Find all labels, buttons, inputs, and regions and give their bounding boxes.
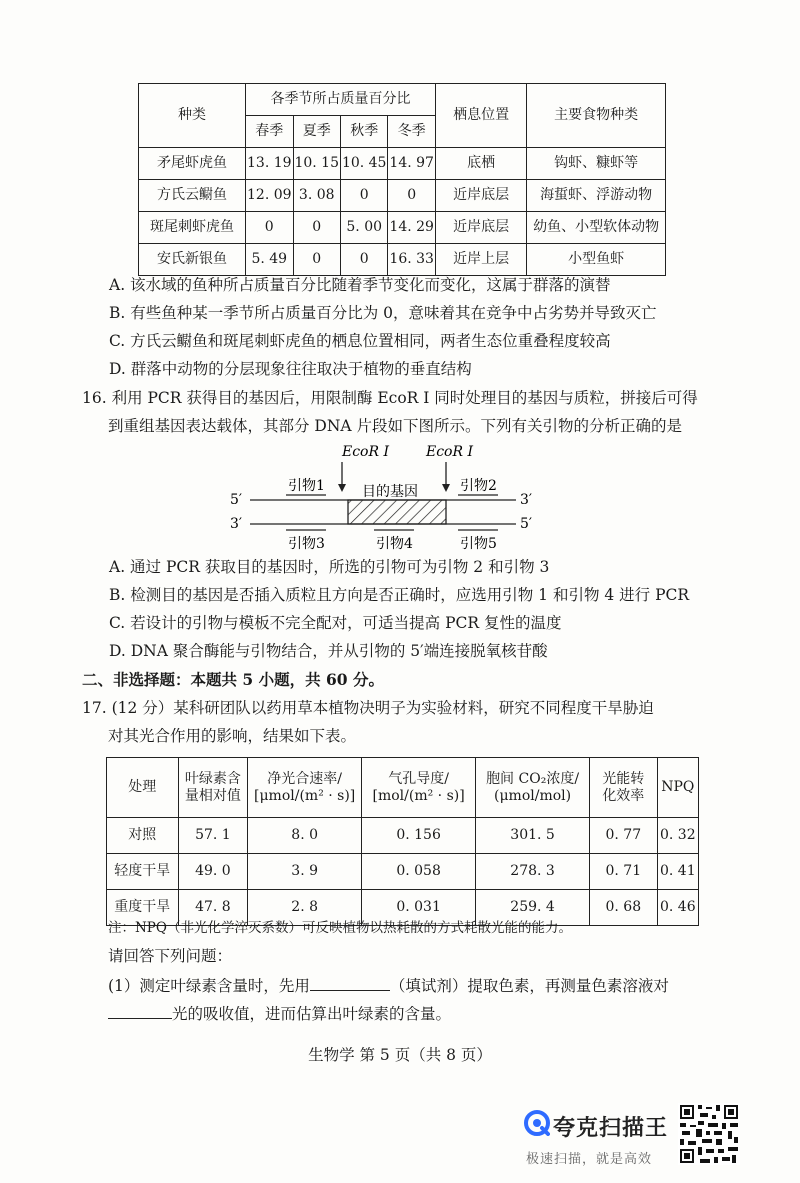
q15-option-a: A. 该水域的鱼种所占质量百分比随着季节变化而变化，这属于群落的演替 [109,276,611,294]
table-cell: 57. 1 [178,818,248,854]
q16-option-a: A. 通过 PCR 获取目的基因时，所选的引物可为引物 2 和引物 3 [109,558,550,576]
strand-bottom-5prime: 5′ [520,516,533,532]
q17-stem-line1: 17. (12 分）某科研团队以药用草本植物决明子为实验材料，研究不同程度干旱胁迫 [82,699,654,717]
table-cell: 278. 3 [476,854,590,890]
q17-sub1-line2: 光的吸收值，进而估算出叶绿素的含量。 [108,1002,451,1024]
value-cell: 3. 08 [293,180,340,212]
season-header: 春季 [246,116,293,148]
header-season-group: 各季节所占质量百分比 [246,84,436,116]
food-cell: 海蜇虾、浮游动物 [527,180,666,212]
primer1-label: 引物1 [288,478,325,494]
dna-primer-diagram [230,440,550,555]
value-cell: 5. 49 [246,244,293,276]
q17-stem-line2: 对其光合作用的影响，结果如下表。 [108,727,357,745]
species-cell: 安氏新银鱼 [139,244,246,276]
value-cell: 12. 09 [246,180,293,212]
q16-option-d: D. DNA 聚合酶能与引物结合，并从引物的 5′端连接脱氧核苷酸 [109,642,548,660]
header-net-photosynthesis: 净光合速率/ [μmol/(m² · s)] [248,758,362,818]
table-cell: 轻度干旱 [107,854,179,890]
food-cell: 小型鱼虾 [527,244,666,276]
value-cell: 0 [246,212,293,244]
season-header: 冬季 [388,116,435,148]
strand-bottom-3prime: 3′ [230,516,243,532]
food-cell: 幼鱼、小型软体动物 [527,212,666,244]
header-chlorophyll: 叶绿素含 量相对值 [178,758,248,818]
value-cell: 13. 19 [246,148,293,180]
habitat-cell: 底栖 [435,148,526,180]
table-cell: 0. 031 [362,890,476,926]
food-cell: 钩虾、糠虾等 [527,148,666,180]
page-footer: 生物学 第 5 页（共 8 页） [308,1046,492,1064]
table-cell: 0. 058 [362,854,476,890]
value-cell: 0 [293,212,340,244]
q17-prompt: 请回答下列问题： [108,947,233,965]
header-light-conversion: 光能转 化效率 [590,758,658,818]
table-row [139,180,666,212]
habitat-cell: 近岸底层 [435,212,526,244]
table-row [107,818,699,854]
table-cell: 0. 77 [590,818,658,854]
season-header: 秋季 [340,116,387,148]
table-cell: 0. 156 [362,818,476,854]
table-row [139,148,666,180]
table-row [107,854,699,890]
table-cell: 259. 4 [476,890,590,926]
value-cell: 5. 00 [340,212,387,244]
arrow-down-icon [442,462,450,492]
value-cell: 10. 15 [293,148,340,180]
table-cell: 301. 5 [476,818,590,854]
value-cell: 0 [388,180,435,212]
season-header: 夏季 [293,116,340,148]
table-cell: 49. 0 [178,854,248,890]
header-npq: NPQ [657,758,698,818]
arrow-down-icon [338,462,346,492]
strand-top-3prime: 3′ [520,492,533,508]
drought-photosynthesis-table [106,757,699,926]
scanner-title: 夸克扫描王 [553,1116,669,1141]
section2-title: 二、非选择题：本题共 5 小题，共 60 分。 [82,670,384,689]
scanner-subtitle: 极速扫描，就是高效 [526,1152,653,1167]
value-cell: 0 [293,244,340,276]
header-treatment: 处理 [107,758,179,818]
primer2-label: 引物2 [460,478,497,494]
table-cell: 0. 32 [657,818,698,854]
value-cell: 14. 97 [388,148,435,180]
value-cell: 0 [340,244,387,276]
ecori-right-label: EcoR Ⅰ [426,444,474,460]
quark-logo-icon [524,1110,550,1136]
table-row [139,244,666,276]
table-cell: 0. 71 [590,854,658,890]
table-row [139,212,666,244]
gene-label: 目的基因 [362,484,418,500]
header-food: 主要食物种类 [527,84,666,148]
answer-blank-reagent[interactable] [310,974,390,991]
primer4-label: 引物4 [376,536,413,552]
q16-option-b: B. 检测目的基因是否插入质粒且方向是否正确时，应选用引物 1 和引物 4 进行 PCR [109,586,690,604]
qr-code-icon [678,1103,740,1165]
table-cell: 重度干旱 [107,890,179,926]
header-stomatal-conductance: 气孔导度/ [mol/(m² · s)] [362,758,476,818]
table-cell: 2. 8 [248,890,362,926]
q16-stem-line1: 16. 利用 PCR 获得目的基因后，用限制酶 EcoR Ⅰ 同时处理目的基因与质粒，拼接后可得 [82,389,698,407]
table-cell: 0. 41 [657,854,698,890]
value-cell: 10. 45 [340,148,387,180]
q15-option-c: C. 方氏云鳚鱼和斑尾刺虾虎鱼的栖息位置相同，两者生态位重叠程度较高 [109,332,611,350]
answer-blank-light[interactable] [108,1002,172,1019]
q15-option-b: B. 有些鱼种某一季节所占质量百分比为 0，意味着其在竞争中占劣势并导致灭亡 [109,304,657,322]
table-cell: 3. 9 [248,854,362,890]
q17-table-note: 注：NPQ（非光化学淬灭系数）可反映植物以热耗散的方式耗散光能的能力。 [108,920,572,936]
species-cell: 矛尾虾虎鱼 [139,148,246,180]
header-species: 种类 [139,84,246,148]
table-cell: 对照 [107,818,179,854]
q16-option-c: C. 若设计的引物与模板不完全配对，可适当提高 PCR 复性的温度 [109,614,562,632]
value-cell: 14. 29 [388,212,435,244]
header-intercellular-co2: 胞间 CO₂浓度/ (μmol/mol) [476,758,590,818]
table-cell: 0. 68 [590,890,658,926]
target-gene-box [348,500,446,524]
primer5-label: 引物5 [460,536,497,552]
q16-stem-line2: 到重组基因表达载体，其部分 DNA 片段如下图所示。下列有关引物的分析正确的是 [108,417,683,435]
fish-season-table [138,83,666,276]
species-cell: 方氏云鳚鱼 [139,180,246,212]
table-cell: 8. 0 [248,818,362,854]
habitat-cell: 近岸上层 [435,244,526,276]
habitat-cell: 近岸底层 [435,180,526,212]
table-cell: 0. 46 [657,890,698,926]
primer3-label: 引物3 [288,536,325,552]
species-cell: 斑尾刺虾虎鱼 [139,212,246,244]
ecori-left-label: EcoR Ⅰ [342,444,390,460]
q17-sub1-line1: (1）测定叶绿素含量时，先用 （填试剂）提取色素，再测量色素溶液对 [108,974,669,996]
table-cell: 47. 8 [178,890,248,926]
value-cell: 0 [340,180,387,212]
value-cell: 16. 33 [388,244,435,276]
strand-top-5prime: 5′ [230,492,243,508]
header-habitat: 栖息位置 [435,84,526,148]
q15-option-d: D. 群落中动物的分层现象往往取决于植物的垂直结构 [109,360,472,378]
